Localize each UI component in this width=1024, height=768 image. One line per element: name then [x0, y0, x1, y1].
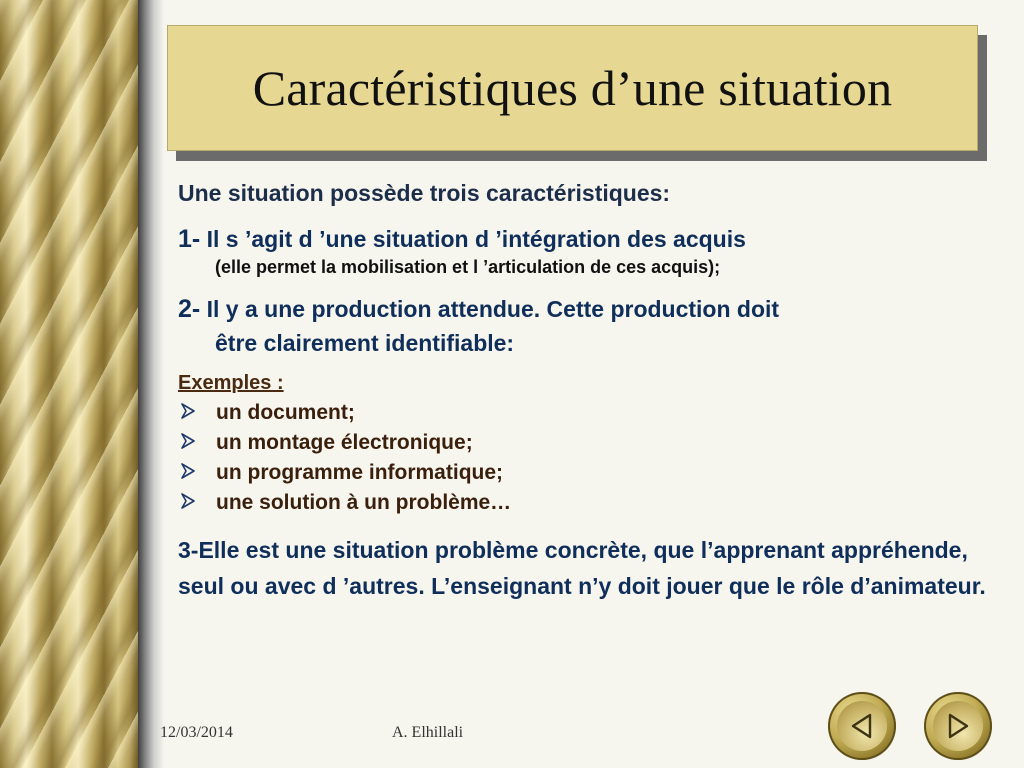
- examples-list: [178, 398, 1008, 518]
- intro-text: Une situation possède trois caractéristiques:: [178, 180, 671, 206]
- example-item-text: une solution à un problème…: [216, 491, 512, 514]
- point-3-number: 3-: [178, 537, 199, 563]
- footer-date: 12/03/2014: [160, 724, 233, 741]
- slide-content: [178, 178, 1008, 604]
- title-box: [167, 25, 978, 151]
- example-item-text: un programme informatique;: [216, 461, 504, 484]
- arrowhead-bullet-icon: [178, 398, 198, 428]
- point-2-text-line2: être clairement identifiable:: [215, 330, 515, 356]
- column-shadow: [138, 0, 164, 768]
- point-1-note: (elle permet la mobilisation et l ’articulation de ces acquis);: [215, 257, 721, 277]
- point-3: [178, 532, 1008, 604]
- point-3-text-line2: l’apprenant appréhende, seul ou avec d ’autres.: [178, 537, 968, 599]
- list-item: [178, 488, 1008, 518]
- list-item: [178, 458, 1008, 488]
- arrowhead-bullet-icon: [178, 458, 198, 488]
- examples-heading: Exemples :: [178, 372, 284, 394]
- example-item-text: un document;: [216, 401, 355, 424]
- example-item-text: un montage électronique;: [216, 431, 473, 454]
- footer-author: A. Elhillali: [392, 724, 464, 741]
- next-arrow-icon: [933, 701, 983, 751]
- point-1-text: Il s ’agit d ’une situation d ’intégration des acquis: [200, 226, 746, 252]
- point-2: [178, 292, 1008, 360]
- point-1: [178, 222, 1008, 256]
- list-item: [178, 398, 1008, 428]
- point-2-text-line1: Il y a une production attendue. Cette production doit: [200, 296, 780, 322]
- arrowhead-bullet-icon: [178, 488, 198, 518]
- point-3-text-line3: L’enseignant n’y doit jouer que le rôle d’animateur.: [431, 573, 986, 599]
- point-1-number: 1-: [178, 225, 201, 253]
- list-item: [178, 428, 1008, 458]
- arrowhead-bullet-icon: [178, 428, 198, 458]
- decorative-gold-column: [0, 0, 138, 768]
- slide-title: Caractéristiques d’une situation: [252, 60, 893, 116]
- point-2-number: 2-: [178, 295, 201, 323]
- point-3-text-line1: Elle est une situation problème concrète, que: [198, 537, 695, 563]
- next-slide-button[interactable]: [924, 692, 992, 760]
- previous-arrow-icon: [837, 701, 887, 751]
- previous-slide-button[interactable]: [828, 692, 896, 760]
